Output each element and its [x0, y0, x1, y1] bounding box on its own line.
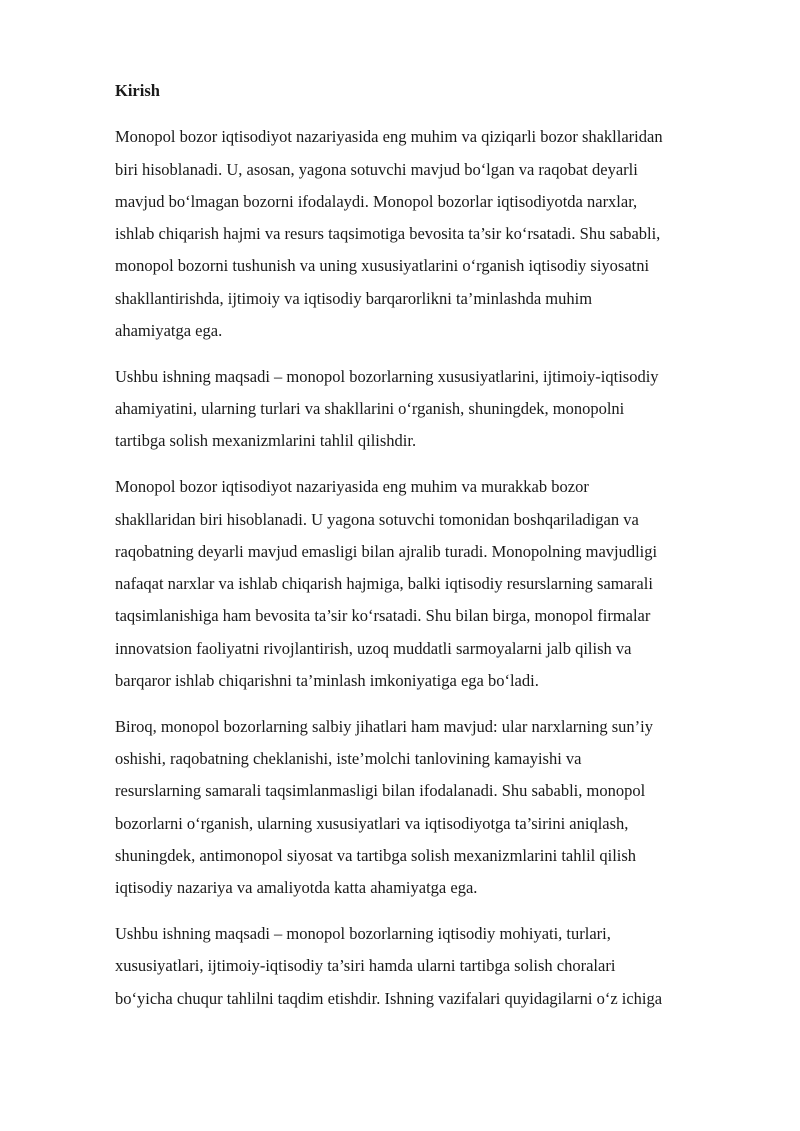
text-line: Monopol bozor iqtisodiyot nazariyasida eng muhim va murakkab bozor — [115, 477, 589, 497]
text-line: iqtisodiy nazariya va amaliyotda katta ahamiyatga ega. — [115, 878, 478, 898]
text-line: bo‘yicha chuqur tahlilni taqdim etishdir. Ishning vazifalari quyidagilarni o‘z ichiga — [115, 988, 663, 1008]
text-line: Monopol bozor iqtisodiyot nazariyasida eng muhim va qiziqarli bozor shakllaridan — [115, 127, 663, 147]
text-line: innovatsion faoliyatni rivojlantirish, uzoq muddatli sarmoyalarni jalb qilish va — [115, 638, 632, 658]
text-line: barqaror ishlab chiqarishni ta’minlash imkoniyatiga ega bo‘ladi. — [115, 671, 539, 691]
text-line: biri hisoblanadi. U, asosan, yagona sotuvchi mavjud bo‘lgan va raqobat deyarli — [115, 159, 638, 179]
text-line: raqobatning deyarli mavjud emasligi bilan ajralib turadi. Monopolning mavjudligi — [115, 541, 658, 561]
text-line: ahamiyatini, ularning turlari va shakllarini o‘rganish, shuningdek, monopolni — [115, 399, 625, 419]
text-line: shuningdek, antimonopol siyosat va tartibga solish mexanizmlarini tahlil qilish — [115, 846, 637, 866]
text-line: ishlab chiqarish hajmi va resurs taqsimotiga bevosita ta’sir ko‘rsatadi. Shu sababli, — [115, 224, 661, 244]
text-line: shakllantirishda, ijtimoiy va iqtisodiy barqarorlikni ta’minlashda muhim — [115, 288, 593, 308]
text-line: tartibga solish mexanizmlarini tahlil qilishdir. — [115, 431, 417, 451]
paragraph — [115, 361, 750, 458]
paragraph — [115, 121, 750, 347]
text-line: oshishi, raqobatning cheklanishi, iste’molchi tanlovining kamayishi va — [115, 749, 582, 769]
text-line: mavjud bo‘lmagan bozorni ifodalaydi. Monopol bozorlar iqtisodiyotda narxlar, — [115, 191, 638, 211]
paragraph — [115, 471, 750, 697]
text-line: shakllaridan biri hisoblanadi. U yagona sotuvchi tomonidan boshqariladigan va — [115, 509, 639, 529]
text-line: nafaqat narxlar va ishlab chiqarish hajmiga, balki iqtisodiy resurslarning samarali — [115, 574, 653, 594]
section-heading: Kirish — [115, 81, 160, 100]
text-line: taqsimlanishiga ham bevosita ta’sir ko‘rsatadi. Shu bilan birga, monopol firmalar — [115, 606, 651, 626]
text-line: Ushbu ishning maqsadi – monopol bozorlarning xususiyatlarini, ijtimoiy-iqtisodiy — [115, 366, 659, 386]
paragraph — [115, 918, 750, 1015]
text-line: xususiyatlari, ijtimoiy-iqtisodiy ta’siri hamda ularni tartibga solish choralari — [115, 956, 616, 976]
paragraph — [115, 711, 750, 905]
text-line: resurslarning samarali taqsimlanmasligi bilan ifodalanadi. Shu sababli, monopol — [115, 781, 646, 801]
text-line: monopol bozorni tushunish va uning xususiyatlarini o‘rganish iqtisodiy siyosatni — [115, 256, 650, 276]
text-line: Ushbu ishning maqsadi – monopol bozorlarning iqtisodiy mohiyati, turlari, — [115, 924, 611, 944]
text-line: bozorlarni o‘rganish, ularning xususiyatlari va iqtisodiyotga ta’sirini aniqlash, — [115, 813, 629, 833]
document-body — [115, 75, 750, 1029]
text-line: ahamiyatga ega. — [115, 321, 223, 341]
text-line: Biroq, monopol bozorlarning salbiy jihatlari ham mavjud: ular narxlarning sun’iy — [115, 716, 653, 736]
